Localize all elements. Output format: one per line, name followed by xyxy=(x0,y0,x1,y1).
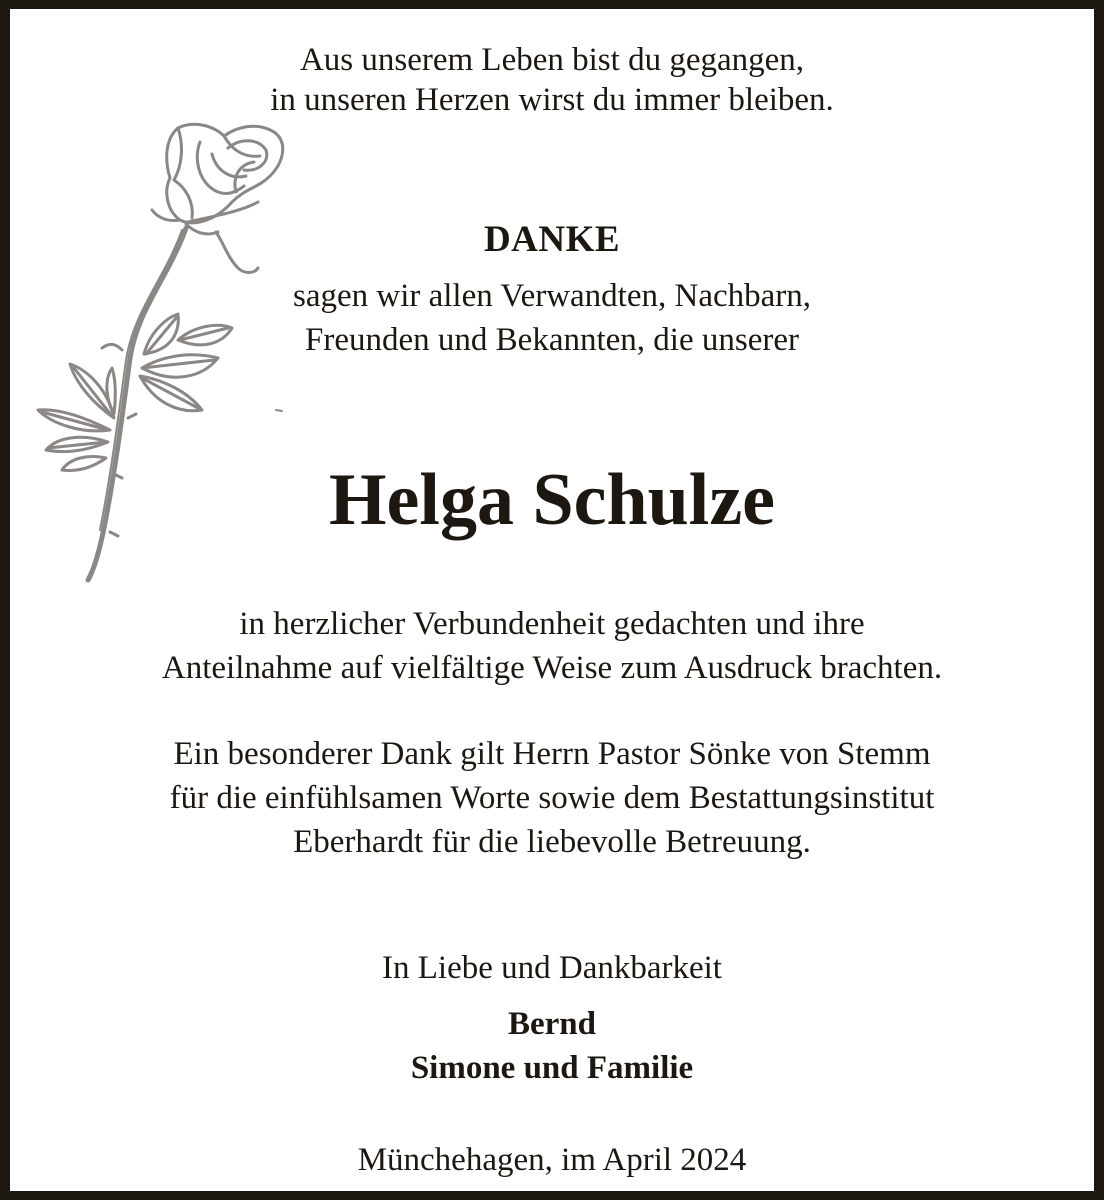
thanks-line-2: Freunden und Bekannten, die unserer xyxy=(305,322,799,358)
thanks-line-1: sagen wir allen Verwandten, Nachbarn, xyxy=(292,278,812,314)
thanks-heading: DANKE xyxy=(483,219,621,260)
remembrance-line-2: Anteilnahme auf vielfältige Weise zum Ausdruck brachten. xyxy=(161,650,943,686)
special-thanks-line-2: für die einfühlsamen Worte sowie dem Bestattungsinstitut xyxy=(169,780,935,816)
motto-line-1: Aus unserem Leben bist du gegangen, xyxy=(299,42,805,78)
place-date: Münchehagen, im April 2024 xyxy=(357,1142,747,1178)
special-thanks-line-3: Eberhardt für die liebevolle Betreuung. xyxy=(293,824,811,860)
closing-phrase: In Liebe und Dankbarkeit xyxy=(382,950,722,986)
remembrance-line-1: in herzlicher Verbundenheit gedachten und ihre xyxy=(239,606,865,642)
motto-line-2: in unseren Herzen wirst du immer bleiben. xyxy=(270,82,834,118)
signatory-1: Bernd xyxy=(507,1006,596,1042)
deceased-name: Helga Schulze xyxy=(328,459,776,541)
signatory-2: Simone und Familie xyxy=(410,1050,694,1086)
special-thanks-line-1: Ein besonderer Dank gilt Herrn Pastor Sönke von Stemm xyxy=(173,736,931,772)
